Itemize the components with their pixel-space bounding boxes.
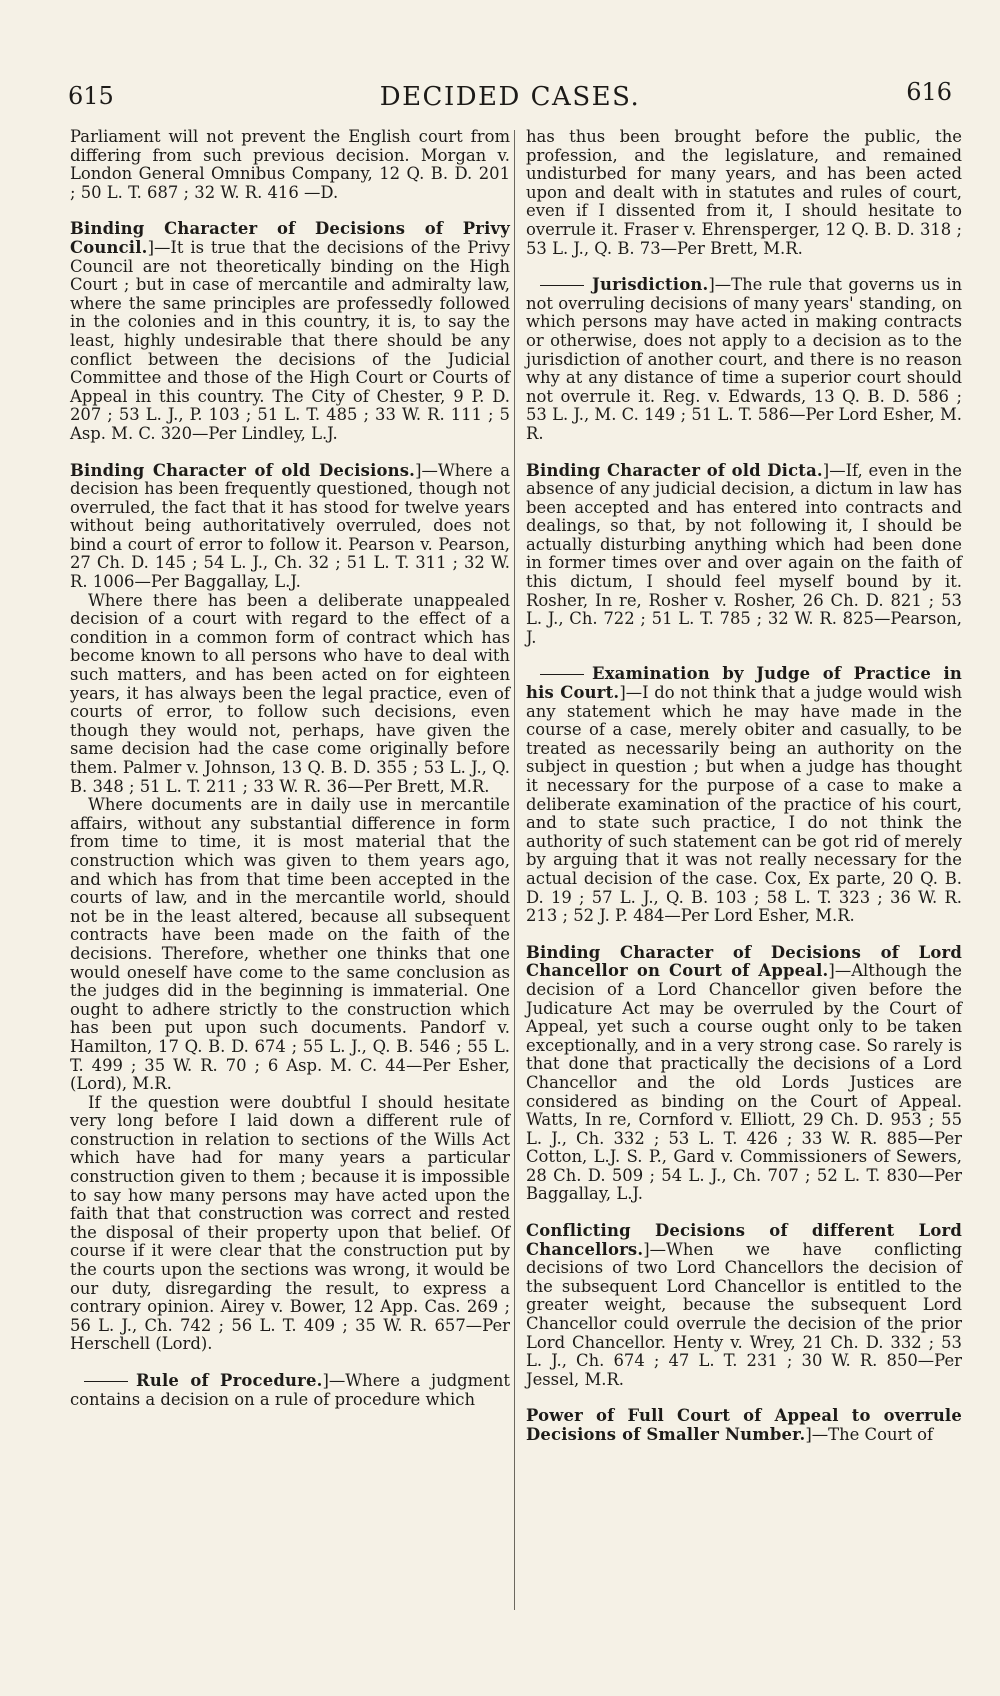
case-heading: Binding Character of old Decisions. (70, 460, 416, 480)
paragraph (70, 462, 510, 592)
left-column (70, 128, 510, 1409)
ditto-dash (84, 1381, 128, 1382)
paragraph (70, 220, 510, 443)
paragraph: Where there has been a deliberate unappealed decision of a court with regard to the effect of a condition in a common form of contract which has become known to all persons who have to deal with such matters, and has been acted on for eighteen years, it has always been the legal practice, even of courts of error, to follow such decisions, even though they would not, perhaps, have given the same decision had the case come originally before them. Palmer v. Johnson, 13 Q. B. D. 355 ; 53 L. J., Q. B. 348 ; 51 L. T. 211 ; 33 W. R. 36—Per Brett, M.R. (70, 590, 510, 796)
paragraph-body: ]—When we have conflicting decisions of two Lord Chancellors the decision of the subsequent Lord Chancellor is entitled to the greater weight, because the subsequent Lord Chancellor could overrule the decision of the prior Lord Chancellor. Henty v. Wrey, 21 Ch. D. 332 ; 53 L. J., Ch. 674 ; 47 L. T. 231 ; 30 W. R. 850—Per Jessel, M.R. (526, 1239, 962, 1389)
case-heading: Binding Character of Decisions of Lord Chancellor on Court of Appeal. (526, 942, 962, 981)
page-number-left: 615 (68, 82, 114, 110)
case-heading: Examination by Judge of Practice in his Court. (526, 664, 962, 703)
case-heading: Rule of Procedure. (136, 1371, 323, 1390)
paragraph (526, 1222, 962, 1389)
paragraph (70, 1372, 510, 1409)
column-divider (514, 130, 515, 1610)
paragraph-body: ]—It is true that the decisions of the Privy Council are not theoretically binding on the High Court ; but in case of mercantile and admiralty law, where the same principles are professedly followed in the colonies and in this country, it is, to say the least, highly undesirable that there should be any conflict between the decisions of the Judicial Committee and those of the High Court or Courts of Appeal in this country. The City of Chester, 9 P. D. 207 ; 53 L. J., P. 103 ; 51 L. T. 485 ; 33 W. R. 111 ; 5 Asp. M. C. 320—Per Lindley, L.J. (70, 237, 510, 443)
paragraph-body: ]—If, even in the absence of any judicial decision, a dictum in law has been accepted and has entered into contracts and dealings, so that, by not following it, I should be actually disturbing anything which had been done in former times over and over again on the faith of this dictum, I should feel myself bound by it. Rosher, In re, Rosher v. Rosher, 26 Ch. D. 821 ; 53 L. J., Ch. 722 ; 51 L. T. 785 ; 32 W. R. 825—Pearson, J. (526, 460, 962, 647)
case-heading: Binding Character of Decisions of Privy Council. (70, 219, 510, 257)
case-heading: Jurisdiction. (592, 275, 709, 295)
paragraph-body: ]—Where a judgment contains a decision on a rule of procedure which (70, 1371, 511, 1409)
paragraph: Parliament will not prevent the English court from differing from such previous decision. Morgan v. London General Omnibus Company, 12 Q. B. D. 201 ; 50 L. T. 687 ; 32 W. R. 416 —D. (70, 127, 510, 202)
paragraph-body: ]—The Court of (805, 1425, 934, 1444)
paragraph (526, 665, 962, 925)
running-title: DECIDED CASES. (379, 82, 641, 112)
paragraph (526, 462, 962, 648)
case-heading: Power of Full Court of Appeal to overrule Decisions of Smaller Number. (526, 1406, 962, 1444)
case-heading: Conflicting Decisions of different Lord Chancellors. (526, 1221, 962, 1259)
page-number-right: 616 (906, 78, 952, 106)
paragraph (526, 276, 962, 443)
running-header (68, 78, 952, 118)
paragraph: Where documents are in daily use in mercantile affairs, without any substantial difference in form from time to time, it is most material that the construction which was given to them years ago, and which has from that time been accepted in the courts of law, and in the mercantile world, should not be in the least altered, because all subsequent contracts have been made on the faith of the decisions. Therefore, whether one thinks that one would oneself have come to the same conclusion as the judges did in the beginning is immaterial. One ought to adhere strictly to the construction which has been put upon such documents. Pandorf v. Hamilton, 17 Q. B. D. 674 ; 55 L. J., Q. B. 546 ; 55 L. T. 499 ; 35 W. R. 70 ; 6 Asp. M. C. 44—Per Esher, (Lord), M.R. (70, 795, 510, 1094)
paragraph-body: ]—I do not think that a judge would wish any statement which he may have made in the course of a case, merely obiter and casually, to be treated as necessarily being an authority on the subject in question ; but when a judge has thought it necessary for the purpose of a case to make a deliberate examination of the practice of his court, and to state such practice, I do not think the authority of such statement can be got rid of merely by arguing that it was not really necessary for the actual decision of the case. Cox, Ex parte, 20 Q. B. D. 19 ; 57 L. J., Q. B. 103 ; 58 L. T. 323 ; 36 W. R. 213 ; 52 J. P. 484—Per Lord Esher, M.R. (526, 683, 962, 926)
paragraph (526, 944, 962, 1204)
paragraph-body: ]—The rule that governs us in not overruling decisions of many years' standing, on which persons may have acted in making contracts or otherwise, does not apply to a decision as to the jurisdiction of another court, and there is no reason why at any distance of time a superior court should not overrule it. Reg. v. Edwards, 13 Q. B. D. 586 ; 53 L. J., M. C. 149 ; 51 L. T. 586—Per Lord Esher, M. R. (526, 275, 962, 443)
ditto-dash (540, 674, 584, 675)
paragraph-body: ]—Where a decision has been frequently questioned, though not overruled, the fact that it has stood for twelve years without being authoritatively overruled, does not bind a court of error to follow it. Pearson v. Pearson, 27 Ch. D. 145 ; 54 L. J., Ch. 32 ; 51 L. T. 311 ; 32 W. R. 1006—Per Baggallay, L.J. (70, 460, 511, 592)
ditto-dash (540, 285, 584, 286)
paragraph: If the question were doubtful I should hesitate very long before I laid down a different rule of construction in relation to sections of the Wills Act which have had for many years a particular construction given to them ; because it is impossible to say how many persons may have acted upon the faith that that construction was correct and rested the disposal of their property upon that belief. Of course if it were clear that the construction put by the courts upon the sections was wrong, it would be our duty, disregarding the result, to express a contrary opinion. Airey v. Bower, 12 App. Cas. 269 ; 56 L. J., Ch. 742 ; 56 L. T. 409 ; 35 W. R. 657—Per Herschell (Lord). (70, 1092, 510, 1354)
right-column (526, 128, 962, 1445)
case-heading: Binding Character of old Dicta. (526, 460, 823, 480)
paragraph-body: ]—Although the decision of a Lord Chancellor given before the Judicature Act may be overruled by the Court of Appeal, yet such a course ought only to be taken exceptionally, and in a very strong case. So rarely is that done that practically the decisions of a Lord Chancellor and the old Lords Justices are considered as binding on the Court of Appeal. Watts, In re, Cornford v. Elliott, 29 Ch. D. 953 ; 55 L. J., Ch. 332 ; 53 L. T. 426 ; 33 W. R. 885—Per Cotton, L.J. S. P., Gard v. Commissioners of Sewers, 28 Ch. D. 509 ; 54 L. J., Ch. 707 ; 52 L. T. 830—Per Baggallay, L.J. (526, 961, 962, 1204)
paragraph (526, 1407, 962, 1444)
paragraph: has thus been brought before the public, the profession, and the legislature, and remained undisturbed for many years, and has been acted upon and dealt with in statutes and rules of court, even if I dissented from it, I should hesitate to overrule it. Fraser v. Ehrensperger, 12 Q. B. D. 318 ; 53 L. J., Q. B. 73—Per Brett, M.R. (526, 127, 962, 258)
